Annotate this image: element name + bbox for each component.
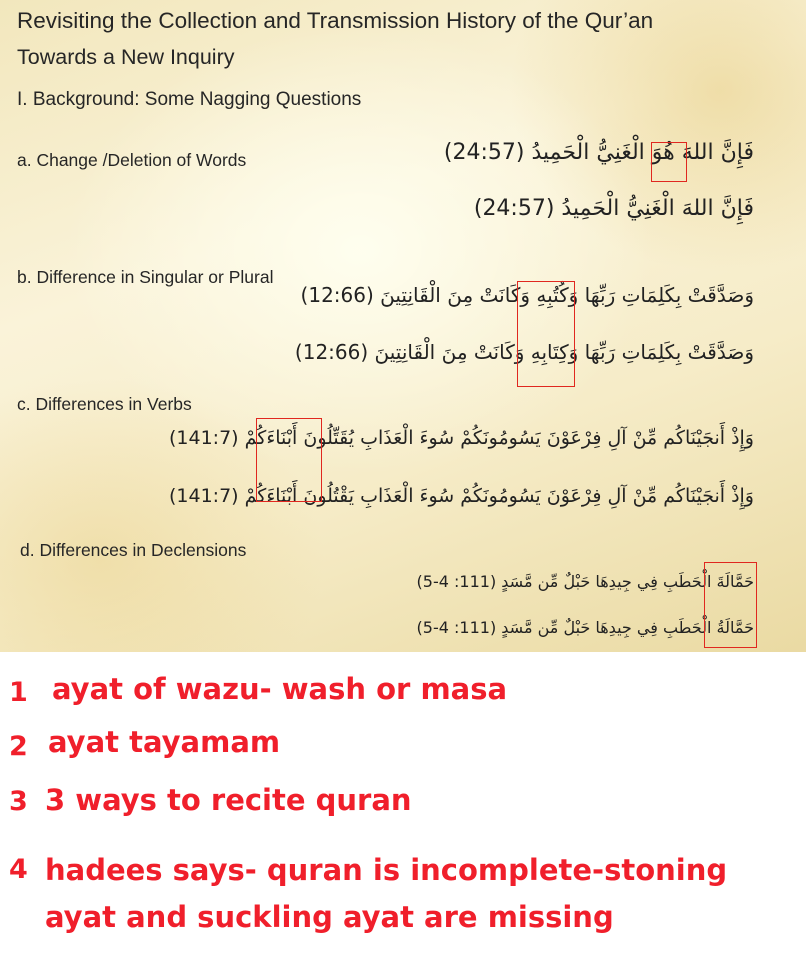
highlight-box-d (704, 562, 757, 648)
note-1-text: ayat of wazu- wash or masa (52, 672, 508, 706)
section-a-verse-2: فَإِنَّ اللهَ الْغَنِيُّ الْحَمِيدُ (24:57) (473, 196, 754, 221)
slide-subtitle: Towards a New Inquiry (17, 45, 235, 69)
note-3-text: 3 ways to recite quran (45, 783, 412, 817)
section-d-heading: d. Differences in Declensions (20, 540, 247, 560)
note-4-text: hadees says- quran is incomplete-stoning (45, 853, 728, 887)
note-4-number: 4 (9, 854, 28, 885)
slide-title: Revisiting the Collection and Transmission History of the Qur’an (17, 8, 654, 33)
section-c-heading: c. Differences in Verbs (17, 394, 192, 414)
section-b-verse-1: وَصَدَّقَتْ بِكَلِمَاتِ رَبِّهَا وَكُتُبِهِ وَكَانَتْ مِنَ الْقَانِتِينَ (12:66) (300, 283, 754, 307)
section-a-heading: a. Change /Deletion of Words (17, 150, 247, 170)
section-d-verse-1: حَمَّالَةَ الْحَطَبِ فِي جِيدِهَا حَبْلٌ مِّن مَّسَدٍ (111: 4-5) (416, 572, 754, 591)
section-b-verse-2: وَصَدَّقَتْ بِكَلِمَاتِ رَبِّهَا وَكِتَابِهِ وَكَانَتْ مِنَ الْقَانِتِينَ (12:66) (294, 340, 754, 364)
highlight-box-a (651, 142, 687, 182)
highlight-box-c (256, 418, 322, 502)
section-d-verse-2: حَمَّالَةُ الْحَطَبِ فِي جِيدِهَا حَبْلٌ مِّن مَّسَدٍ (111: 4-5) (416, 618, 754, 637)
section-a-verse-1: فَإِنَّ اللهَ هُوَ الْغَنِيُّ الْحَمِيدُ (24:57) (443, 140, 754, 165)
note-3-number: 3 (9, 786, 28, 817)
background-heading: I. Background: Some Nagging Questions (17, 89, 362, 110)
highlight-box-b (517, 281, 575, 387)
section-c-verse-1: وَإِذْ أَنجَيْنَاكُم مِّنْ آلِ فِرْعَوْنَ يَسُومُونَكُمْ سُوءَ الْعَذَابِ يُقَتِّلُونَ أَبْنَاءَكُمْ (141:7) (168, 427, 754, 449)
note-2-text: ayat tayamam (48, 725, 281, 759)
section-c-verse-2: وَإِذْ أَنجَيْنَاكُم مِّنْ آلِ فِرْعَوْنَ يَسُومُونَكُمْ سُوءَ الْعَذَابِ يَقْتُلُونَ أَبْنَاءَكُمْ (141:7) (168, 485, 754, 507)
note-2-number: 2 (9, 731, 28, 762)
section-b-heading: b. Difference in Singular or Plural (17, 267, 274, 287)
note-1-number: 1 (9, 677, 28, 708)
note-4-text-line-2: ayat and suckling ayat are missing (45, 900, 614, 934)
